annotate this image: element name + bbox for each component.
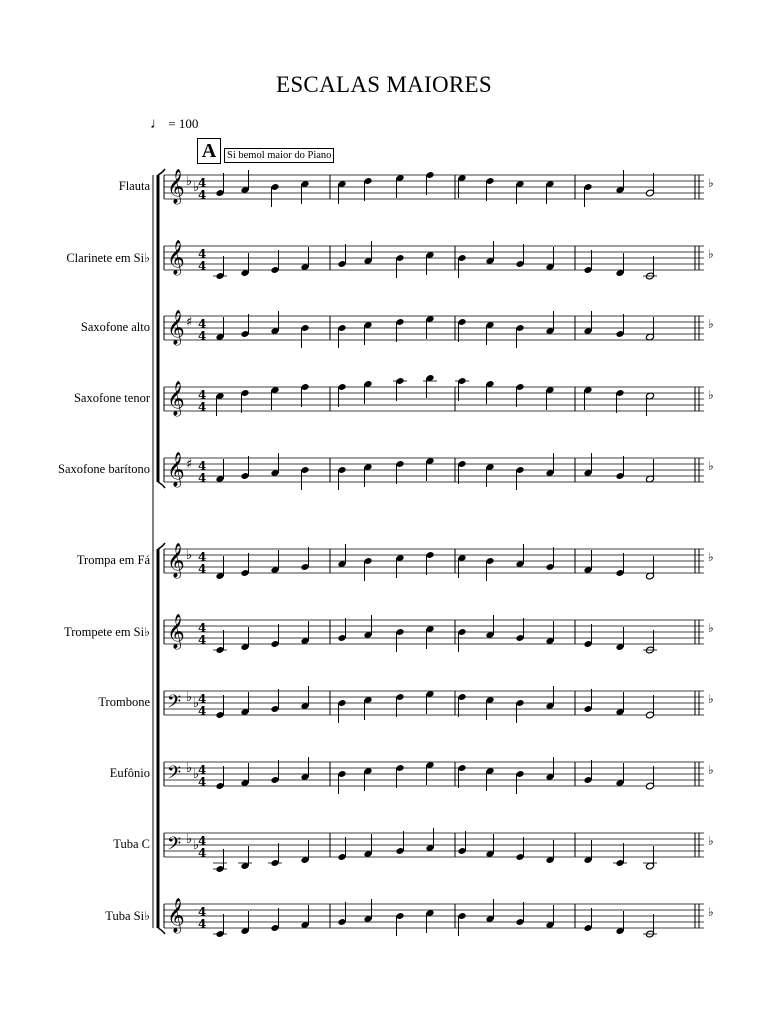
flat-icon: ♭ (708, 905, 714, 919)
flat-icon: ♭ (708, 317, 714, 331)
treble-clef-icon: 𝄞 (167, 452, 185, 487)
instrument-name: Saxofone alto (80, 320, 150, 334)
time-signature-denominator: 4 (198, 917, 207, 931)
time-signature-denominator: 4 (198, 188, 207, 202)
staff (164, 543, 714, 581)
instrument-name: Flauta (118, 179, 150, 193)
flat-icon: ♭ (708, 388, 714, 402)
time-signature-numerator: 4 (198, 247, 207, 261)
flat-icon: ♭ (193, 767, 200, 782)
bass-clef-icon: 𝄢 (167, 763, 182, 788)
staff (164, 452, 714, 490)
flat-icon: ♭ (193, 180, 200, 195)
sharp-icon: ♯ (186, 315, 193, 330)
flat-icon: ♭ (708, 834, 714, 848)
time-signature-denominator: 4 (198, 775, 207, 789)
staff (164, 614, 714, 654)
flat-icon: ♭ (186, 174, 193, 189)
sharp-icon: ♯ (186, 457, 193, 472)
instrument-name: Saxofone tenor (73, 391, 150, 405)
flat-icon: ♭ (193, 696, 200, 711)
flat-icon: ♭ (186, 690, 193, 705)
flat-icon: ♭ (186, 832, 193, 847)
time-signature-denominator: 4 (198, 259, 207, 273)
flat-icon: ♭ (193, 838, 200, 853)
staff (164, 686, 714, 723)
flat-icon: ♭ (708, 247, 714, 261)
time-signature-denominator: 4 (198, 633, 207, 647)
treble-clef-icon: 𝄞 (167, 169, 185, 204)
time-signature-denominator: 4 (198, 846, 207, 860)
flat-icon: ♭ (708, 176, 714, 190)
instrument-name: Eufônio (109, 766, 150, 780)
time-signature-numerator: 4 (198, 763, 207, 777)
treble-clef-icon: 𝄞 (167, 614, 185, 649)
section-label: Si bemol maior do Piano (224, 148, 334, 163)
treble-clef-icon: 𝄞 (167, 310, 185, 345)
time-signature-numerator: 4 (198, 905, 207, 919)
instrument-name: Clarinete em Si♭ (66, 251, 150, 265)
flat-icon: ♭ (708, 621, 714, 635)
treble-clef-icon: 𝄞 (167, 898, 185, 933)
time-signature-numerator: 4 (198, 834, 207, 848)
instrument-name: Trompete em Si♭ (64, 625, 150, 639)
time-signature-numerator: 4 (198, 317, 207, 331)
instrument-name: Tuba Si♭ (105, 909, 150, 923)
bass-clef-icon: 𝄢 (167, 692, 182, 717)
time-signature-numerator: 4 (198, 388, 207, 402)
bracket-hook (158, 543, 165, 549)
bracket-hook (158, 169, 165, 175)
flat-icon: ♭ (708, 550, 714, 564)
tempo-value: = 100 (168, 116, 199, 131)
bass-clef-icon: 𝄢 (167, 834, 182, 859)
flat-icon: ♭ (708, 459, 714, 473)
score-title: ESCALAS MAIORES (275, 72, 492, 97)
time-signature-numerator: 4 (198, 176, 207, 190)
staff (164, 169, 714, 207)
flat-icon: ♭ (708, 763, 714, 777)
staff (164, 757, 714, 794)
time-signature-numerator: 4 (198, 459, 207, 473)
time-signature-numerator: 4 (198, 692, 207, 706)
time-signature-denominator: 4 (198, 562, 207, 576)
staff (164, 310, 714, 348)
instrument-name: Saxofone barítono (58, 462, 150, 476)
staff (164, 240, 714, 280)
time-signature-numerator: 4 (198, 621, 207, 635)
time-signature-denominator: 4 (198, 704, 207, 718)
treble-clef-icon: 𝄞 (167, 543, 185, 578)
instrument-name: Trompa em Fá (76, 553, 150, 567)
treble-clef-icon: 𝄞 (167, 240, 185, 275)
instrument-name: Trombone (98, 695, 150, 709)
rehearsal-mark: A (197, 138, 221, 164)
time-signature-denominator: 4 (198, 471, 207, 485)
time-signature-numerator: 4 (198, 550, 207, 564)
instrument-name: Tuba C (113, 837, 150, 851)
flat-icon: ♭ (708, 692, 714, 706)
flat-icon: ♭ (186, 761, 193, 776)
bracket-hook (158, 482, 165, 488)
bracket-hook (158, 928, 165, 934)
staff (164, 898, 714, 938)
staff (164, 374, 714, 417)
staff (164, 828, 714, 873)
treble-clef-icon: 𝄞 (167, 381, 185, 416)
time-signature-denominator: 4 (198, 329, 207, 343)
quarter-note-icon: ♩ (150, 116, 165, 132)
time-signature-denominator: 4 (198, 400, 207, 414)
flat-icon: ♭ (186, 548, 193, 563)
